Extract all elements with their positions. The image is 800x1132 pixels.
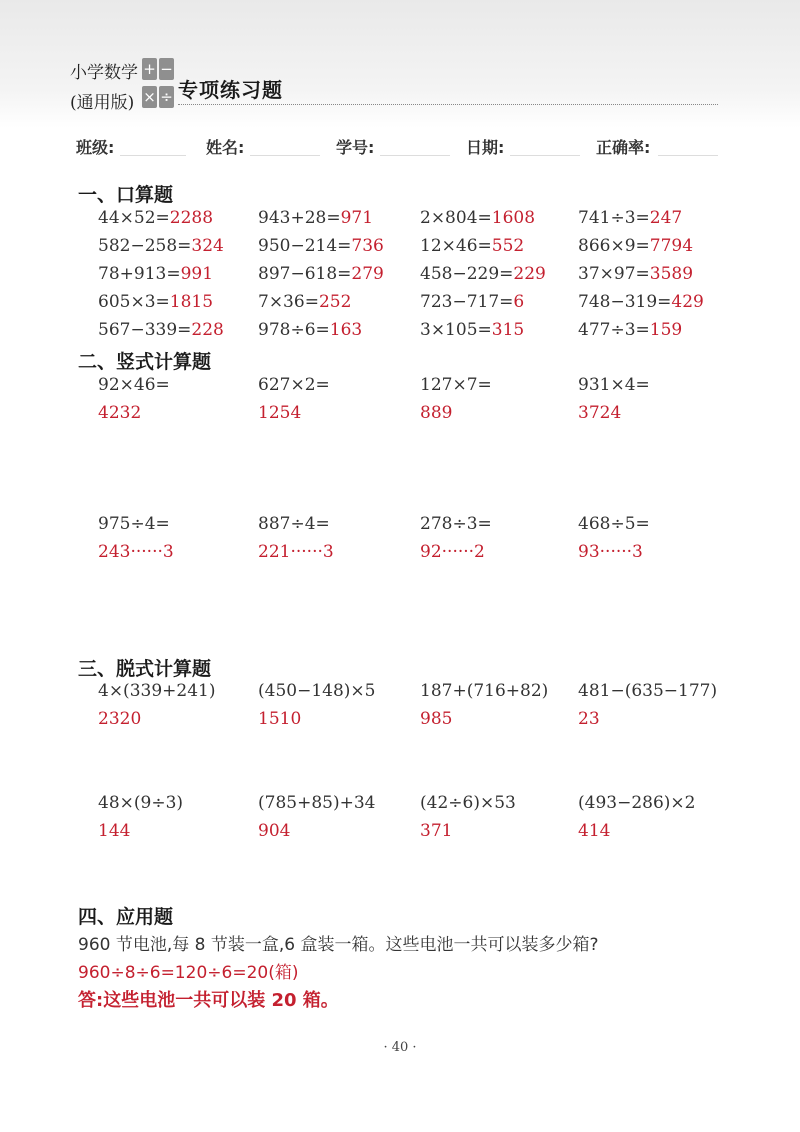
problem-answer: 889 xyxy=(420,403,453,423)
date-label: 日期: xyxy=(466,138,505,157)
section-stepwise-title: 三、脱式计算题 xyxy=(78,658,212,680)
problem-answer: 1608 xyxy=(491,208,536,228)
problem-answer: 229 xyxy=(513,264,546,284)
problem-expression: 278÷3= xyxy=(420,514,492,534)
problem-answer: 6 xyxy=(513,292,525,312)
class-field[interactable] xyxy=(120,155,186,156)
problem-expression: (785+85)+34 xyxy=(258,793,376,813)
problem-expression: (42÷6)×53 xyxy=(420,793,516,813)
problem-answer: 991 xyxy=(180,264,214,284)
oral-row xyxy=(0,317,800,343)
problem-expression: 931×4= xyxy=(578,375,650,395)
worksheet-header xyxy=(70,58,720,114)
problem-answer: 736 xyxy=(351,236,384,256)
plus-icon: + xyxy=(143,60,156,78)
problem-answer: 144 xyxy=(98,821,131,841)
brand-line2: (通用版) xyxy=(70,93,135,113)
problem-answer: 2320 xyxy=(98,709,142,729)
problem-expression: 605×3= xyxy=(98,292,170,312)
section-oral-title: 一、口算题 xyxy=(78,184,174,206)
problem-expression: 887÷4= xyxy=(258,514,330,534)
oral-problem xyxy=(420,233,524,259)
oral-problem xyxy=(420,205,535,231)
problem-answer: 429 xyxy=(671,292,704,312)
problem-expression: (493−286)×2 xyxy=(578,793,696,813)
section-word-title: 四、应用题 xyxy=(78,906,174,928)
oral-row xyxy=(0,205,800,231)
section-vertical-title: 二、竖式计算题 xyxy=(78,351,212,373)
vertical-row xyxy=(0,372,800,432)
oral-problem xyxy=(98,205,213,231)
problem-answer: 552 xyxy=(491,236,525,256)
brand-line1: 小学数学 xyxy=(70,63,138,83)
problem-expression: 897−618= xyxy=(258,264,352,284)
word-problem-question: 960 节电池,每 8 节装一盒,6 盒装一箱。这些电池一共可以装多少箱? xyxy=(78,935,599,955)
problem-answer: 371 xyxy=(420,821,453,841)
problem-expression: 458−229= xyxy=(420,264,514,284)
problem-answer: 414 xyxy=(578,821,611,841)
minus-icon: − xyxy=(160,60,173,78)
problem-answer: 1815 xyxy=(169,292,214,312)
stepwise-row xyxy=(0,678,800,738)
class-label: 班级: xyxy=(76,138,115,157)
problem-expression: 627×2= xyxy=(258,375,330,395)
problem-expression: 3×105= xyxy=(420,320,492,340)
problem-answer: 3589 xyxy=(649,264,694,284)
oral-row xyxy=(0,261,800,287)
problem-expression: 866×9= xyxy=(578,236,650,256)
oral-problem xyxy=(258,289,351,315)
problem-expression: 943+28= xyxy=(258,208,341,228)
word-problem-answer: 答:这些电池一共可以装 20 箱。 xyxy=(78,990,339,1011)
problem-expression: 7×36= xyxy=(258,292,319,312)
name-field[interactable] xyxy=(250,155,320,156)
name-label: 姓名: xyxy=(206,138,245,157)
oral-problem xyxy=(578,233,693,259)
problem-answer: 7794 xyxy=(649,236,694,256)
problem-answer: 985 xyxy=(420,709,453,729)
problem-expression: 477÷3= xyxy=(578,320,650,340)
oral-problem xyxy=(258,261,384,287)
problem-answer: 243······3 xyxy=(98,542,174,562)
page-number: · 40 · xyxy=(383,1040,417,1055)
header-rule xyxy=(178,104,718,105)
problem-expression: 723−717= xyxy=(420,292,514,312)
oral-row xyxy=(0,289,800,315)
problem-answer: 324 xyxy=(191,236,224,256)
student-id-label: 学号: xyxy=(336,138,375,157)
problem-answer: 247 xyxy=(649,208,683,228)
vertical-row xyxy=(0,511,800,571)
problem-answer: 163 xyxy=(329,320,363,340)
problem-expression: 37×97= xyxy=(578,264,650,284)
oral-problem xyxy=(98,317,224,343)
problem-expression: 567−339= xyxy=(98,320,192,340)
problem-answer: 1510 xyxy=(258,709,302,729)
problem-expression: 92×46= xyxy=(98,375,170,395)
date-field[interactable] xyxy=(510,155,580,156)
problem-expression: 975÷4= xyxy=(98,514,170,534)
problem-expression: 748−319= xyxy=(578,292,672,312)
problem-answer: 228 xyxy=(191,320,224,340)
divide-icon: ÷ xyxy=(160,88,173,106)
oral-problem xyxy=(258,233,384,259)
accuracy-field[interactable] xyxy=(658,155,718,156)
problem-expression: 741÷3= xyxy=(578,208,650,228)
problem-answer: 159 xyxy=(649,320,683,340)
oral-problem xyxy=(420,317,524,343)
oral-problem xyxy=(420,289,524,315)
operator-icons xyxy=(142,58,176,110)
problem-expression: (450−148)×5 xyxy=(258,681,376,701)
oral-problem xyxy=(258,317,362,343)
oral-problem xyxy=(420,261,546,287)
student-id-field[interactable] xyxy=(380,155,450,156)
problem-answer: 1254 xyxy=(258,403,302,423)
problem-answer: 3724 xyxy=(578,403,622,423)
problem-expression: 2×804= xyxy=(420,208,492,228)
worksheet-title: 专项练习题 xyxy=(178,78,283,102)
oral-problem xyxy=(578,317,682,343)
problem-answer: 315 xyxy=(491,320,525,340)
problem-expression: 978÷6= xyxy=(258,320,330,340)
problem-expression: 44×52= xyxy=(98,208,170,228)
problem-answer: 2288 xyxy=(169,208,214,228)
problem-answer: 279 xyxy=(351,264,384,284)
student-info-row xyxy=(0,135,800,159)
problem-expression: 582−258= xyxy=(98,236,192,256)
word-problem-calculation: 960÷8÷6=120÷6=20(箱) xyxy=(78,963,299,983)
oral-problem xyxy=(98,233,224,259)
problem-expression: 12×46= xyxy=(420,236,492,256)
oral-problem xyxy=(578,261,693,287)
problem-answer: 93······3 xyxy=(578,542,643,562)
problem-answer: 221······3 xyxy=(258,542,334,562)
problem-expression: 127×7= xyxy=(420,375,492,395)
stepwise-row xyxy=(0,790,800,850)
problem-expression: 4×(339+241) xyxy=(98,681,216,701)
problem-answer: 92······2 xyxy=(420,542,485,562)
problem-answer: 4232 xyxy=(98,403,142,423)
oral-problem xyxy=(258,205,373,231)
oral-problem xyxy=(578,289,704,315)
problem-answer: 971 xyxy=(340,208,374,228)
accuracy-label: 正确率: xyxy=(596,138,651,157)
multiply-icon: × xyxy=(143,88,156,106)
problem-expression: 481−(635−177) xyxy=(578,681,718,701)
oral-problem xyxy=(578,205,682,231)
problem-expression: 48×(9÷3) xyxy=(98,793,184,813)
problem-expression: 950−214= xyxy=(258,236,352,256)
problem-answer: 252 xyxy=(318,292,352,312)
oral-problem xyxy=(98,289,213,315)
problem-expression: 78+913= xyxy=(98,264,181,284)
problem-answer: 23 xyxy=(578,709,600,729)
problem-expression: 187+(716+82) xyxy=(420,681,549,701)
problem-answer: 904 xyxy=(258,821,291,841)
oral-row xyxy=(0,233,800,259)
oral-problem xyxy=(98,261,213,287)
problem-expression: 468÷5= xyxy=(578,514,650,534)
